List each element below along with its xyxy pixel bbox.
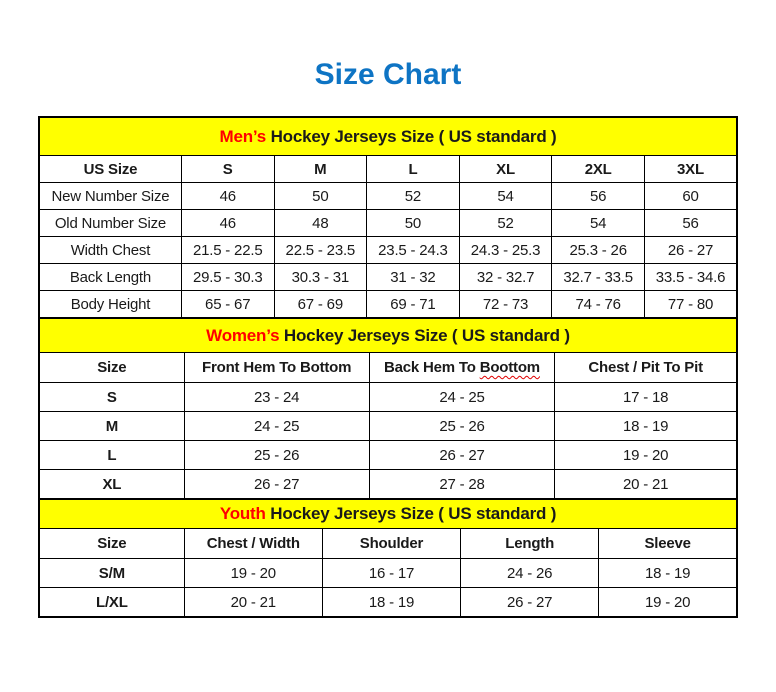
column-header: Shoulder bbox=[322, 529, 460, 559]
mens-band-row bbox=[39, 117, 737, 156]
table-cell: 54 bbox=[552, 210, 645, 237]
row-label: Back Length bbox=[39, 264, 181, 291]
youth-band-row bbox=[39, 499, 737, 529]
table-cell: 25 - 26 bbox=[184, 441, 369, 470]
table-cell: 56 bbox=[552, 183, 645, 210]
table-cell: 65 - 67 bbox=[181, 291, 274, 319]
table-row bbox=[39, 470, 737, 500]
table-cell: 31 - 32 bbox=[367, 264, 460, 291]
table-cell: 29.5 - 30.3 bbox=[181, 264, 274, 291]
column-header: Front Hem To Bottom bbox=[184, 353, 369, 383]
table-cell: 26 - 27 bbox=[184, 470, 369, 500]
table-cell: 27 - 28 bbox=[369, 470, 555, 500]
column-header: 2XL bbox=[552, 156, 645, 183]
table-cell: 24.3 - 25.3 bbox=[459, 237, 552, 264]
womens-band-row bbox=[39, 318, 737, 353]
table-cell: 22.5 - 23.5 bbox=[274, 237, 367, 264]
youth-table-title bbox=[39, 499, 737, 529]
table-cell: 32 - 32.7 bbox=[459, 264, 552, 291]
row-label: XL bbox=[39, 470, 184, 500]
table-row bbox=[39, 412, 737, 441]
misspelled-word: Boottom bbox=[479, 359, 540, 376]
table-cell: 23 - 24 bbox=[184, 383, 369, 412]
table-cell: 16 - 17 bbox=[322, 559, 460, 588]
row-label: L/XL bbox=[39, 588, 184, 618]
mens-size-table bbox=[38, 116, 738, 319]
size-chart bbox=[38, 116, 738, 618]
table-cell: 48 bbox=[274, 210, 367, 237]
column-header: M bbox=[274, 156, 367, 183]
table-row bbox=[39, 237, 737, 264]
column-header: Chest / Pit To Pit bbox=[555, 353, 737, 383]
table-cell: 52 bbox=[459, 210, 552, 237]
table-cell: 52 bbox=[367, 183, 460, 210]
table-cell: 72 - 73 bbox=[459, 291, 552, 319]
table-cell: 67 - 69 bbox=[274, 291, 367, 319]
womens-title-rest: Hockey Jerseys Size ( US standard ) bbox=[283, 325, 570, 345]
table-cell: 69 - 71 bbox=[367, 291, 460, 319]
row-label: New Number Size bbox=[39, 183, 181, 210]
row-label: M bbox=[39, 412, 184, 441]
womens-title-highlight: Women’s bbox=[206, 325, 280, 345]
table-cell: 24 - 25 bbox=[369, 383, 555, 412]
table-cell: 20 - 21 bbox=[184, 588, 322, 618]
table-cell: 18 - 19 bbox=[555, 412, 737, 441]
column-header: Size bbox=[39, 529, 184, 559]
column-header: 3XL bbox=[644, 156, 737, 183]
table-cell: 50 bbox=[274, 183, 367, 210]
table-cell: 74 - 76 bbox=[552, 291, 645, 319]
table-cell: 18 - 19 bbox=[599, 559, 737, 588]
table-cell: 17 - 18 bbox=[555, 383, 737, 412]
table-row bbox=[39, 383, 737, 412]
column-header-misspelled bbox=[369, 353, 555, 383]
table-cell: 24 - 26 bbox=[461, 559, 599, 588]
table-cell: 26 - 27 bbox=[644, 237, 737, 264]
youth-title-rest: Hockey Jerseys Size ( US standard ) bbox=[270, 504, 557, 523]
mens-title-highlight: Men’s bbox=[219, 126, 267, 146]
mens-header-row bbox=[39, 156, 737, 183]
table-row bbox=[39, 264, 737, 291]
row-label: Old Number Size bbox=[39, 210, 181, 237]
table-cell: 18 - 19 bbox=[322, 588, 460, 618]
row-label: S bbox=[39, 383, 184, 412]
womens-size-table bbox=[38, 317, 738, 500]
table-cell: 26 - 27 bbox=[461, 588, 599, 618]
table-cell: 24 - 25 bbox=[184, 412, 369, 441]
table-cell: 33.5 - 34.6 bbox=[644, 264, 737, 291]
table-cell: 32.7 - 33.5 bbox=[552, 264, 645, 291]
table-cell: 30.3 - 31 bbox=[274, 264, 367, 291]
mens-table-title bbox=[39, 117, 737, 156]
womens-header-row bbox=[39, 353, 737, 383]
table-cell: 60 bbox=[644, 183, 737, 210]
table-cell: 50 bbox=[367, 210, 460, 237]
column-header: XL bbox=[459, 156, 552, 183]
column-header: Chest / Width bbox=[184, 529, 322, 559]
column-header: S bbox=[181, 156, 274, 183]
column-header: L bbox=[367, 156, 460, 183]
table-cell: 56 bbox=[644, 210, 737, 237]
row-label: S/M bbox=[39, 559, 184, 588]
table-row bbox=[39, 291, 737, 319]
table-cell: 77 - 80 bbox=[644, 291, 737, 319]
table-cell: 19 - 20 bbox=[599, 588, 737, 618]
table-cell: 46 bbox=[181, 183, 274, 210]
table-cell: 21.5 - 22.5 bbox=[181, 237, 274, 264]
table-cell: 25 - 26 bbox=[369, 412, 555, 441]
table-cell: 23.5 - 24.3 bbox=[367, 237, 460, 264]
table-cell: 19 - 20 bbox=[555, 441, 737, 470]
row-label: Body Height bbox=[39, 291, 181, 319]
column-header: US Size bbox=[39, 156, 181, 183]
table-cell: 25.3 - 26 bbox=[552, 237, 645, 264]
mens-title-rest: Hockey Jerseys Size ( US standard ) bbox=[270, 126, 557, 146]
table-row bbox=[39, 588, 737, 618]
column-header: Sleeve bbox=[599, 529, 737, 559]
back-hem-prefix: Back Hem To bbox=[384, 359, 476, 376]
youth-title-highlight: Youth bbox=[219, 504, 266, 523]
youth-header-row bbox=[39, 529, 737, 559]
table-row bbox=[39, 210, 737, 237]
table-cell: 19 - 20 bbox=[184, 559, 322, 588]
table-row bbox=[39, 559, 737, 588]
table-cell: 20 - 21 bbox=[555, 470, 737, 500]
table-cell: 54 bbox=[459, 183, 552, 210]
table-row bbox=[39, 183, 737, 210]
page-title: Size Chart bbox=[314, 58, 462, 91]
row-label: Width Chest bbox=[39, 237, 181, 264]
table-row bbox=[39, 441, 737, 470]
table-cell: 26 - 27 bbox=[369, 441, 555, 470]
column-header: Length bbox=[461, 529, 599, 559]
row-label: L bbox=[39, 441, 184, 470]
womens-table-title bbox=[39, 318, 737, 353]
youth-size-table bbox=[38, 498, 738, 618]
column-header: Size bbox=[39, 353, 184, 383]
table-cell: 46 bbox=[181, 210, 274, 237]
